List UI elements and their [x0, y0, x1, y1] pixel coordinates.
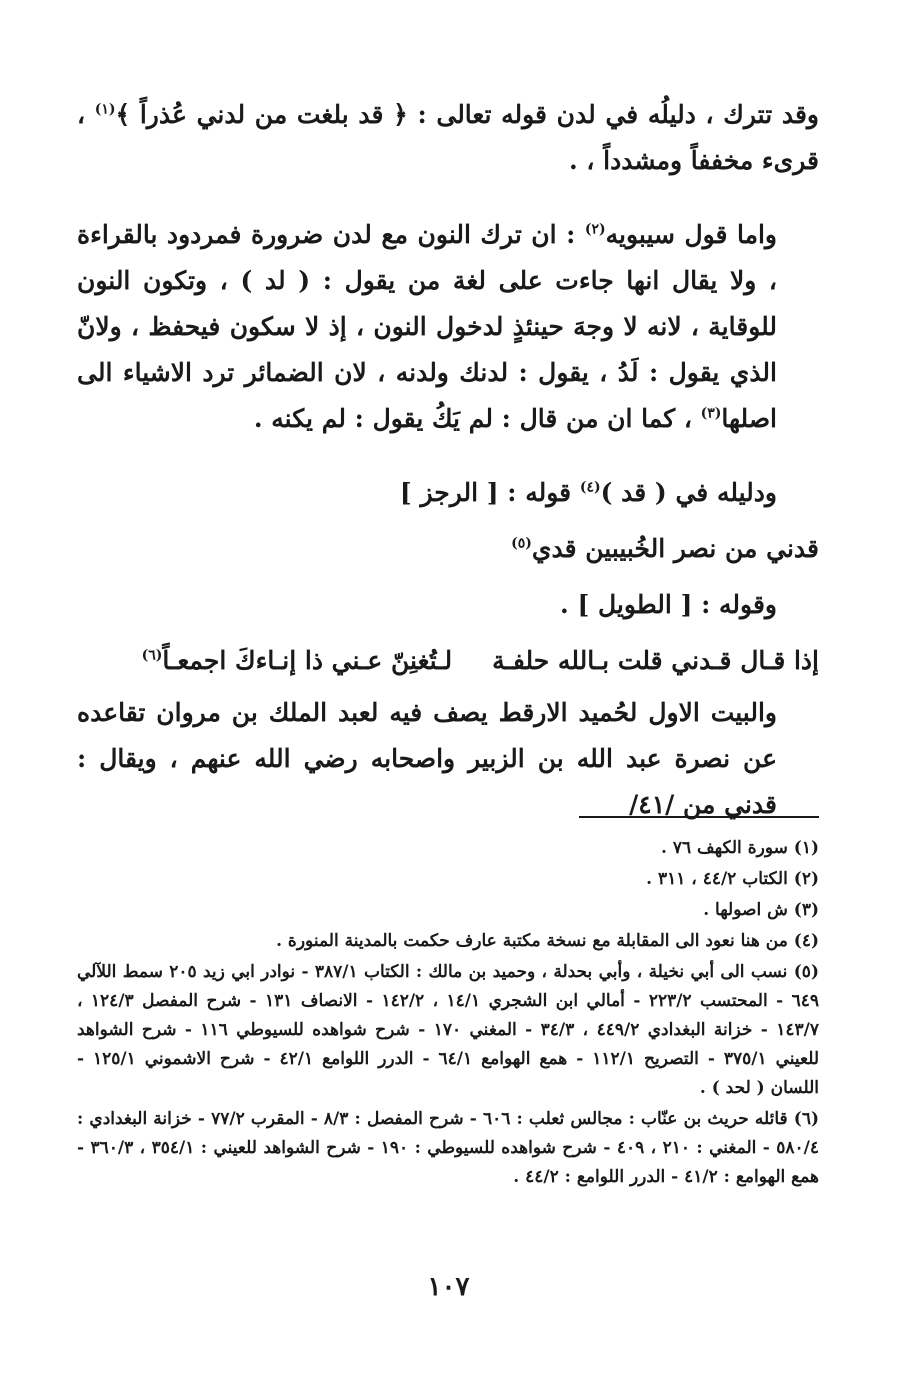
footnote-1: (١) سورة الكهف ٧٦ . — [661, 838, 819, 858]
verse-2-first-hemistich: إذا قـال قـدني قلت بـالله حلفـة — [492, 646, 819, 675]
verse-2-second-text: لـتُغنِنّ عـني ذا إنـاءكَ اجمعـاً — [162, 646, 453, 675]
paragraph-2-end: ، كما ان من قال : لم يَكُ يقول : لم يكنه . — [253, 404, 701, 433]
footnote-6: (٦) قائله حريث بن عنّاب : مجالس ثعلب : ٦٠٦ - شرح المفصل : ٨/٣ - المقرب ٧٧/٢ - خزانة البغدادي : ٥٨٠/٤ - المغني : ٢١٠ ، ٤٠٩ - شرح شواهده للسيوطي : ١٩٠ - شرح الشواهد للعيني : ٣٥٤/١ ، ٣٦٠/٣ - همع الهوامع : ٤١/٢ - الدرر اللوامع : ٤٤/٢ . — [77, 1109, 820, 1187]
verse-1 — [77, 526, 819, 572]
paragraph-2-mid: : ان ترك النون مع لدن ضرورة فمردود بالقراءة ، ولا يقال انها جاءت على لغة من يقول : ( لد ) ، وتكون النون للوقاية ، لانه لا وجهَ حينئذٍ لدخول النون ، إذ لا سكون فيحفظ ، ولانّ الذي يقول : لَدُ ، يقول : لدنك ولدنه ، لان الضمائر ترد الاشياء الى اصلها — [77, 220, 777, 433]
footnote-5: (٥) نسب الى أبي نخيلة ، وأبي بحدلة ، وحميد بن مالك : الكتاب ٣٨٧/١ - نوادر ابي زيد ٢٠٥ سمط اللآلي ٦٤٩ - المحتسب ٢٢٣/٢ - أمالي ابن الشجري ١٤/١ ، ١٤٢/٢ - الانصاف ١٣١ - شرح المفصل ١٢٤/٣ ، ١٤٣/٧ - خزانة البغدادي ٤٤٩/٢ ، ٣٤/٣ - المغني ١٧٠ - شرح شواهده للسيوطي ١١٦ - شرح الشواهد للعيني ٣٧٥/١ - التصريح ١١٢/١ - همع الهوامع ٦٤/١ - الدرر اللوامع ٤٢/١ - شرح الاشموني ١٢٥/١ - اللسان ( لحد ) . — [77, 962, 820, 1098]
footnote-ref-5: (٥) — [511, 535, 532, 552]
verse-2-second-hemistich — [142, 638, 452, 684]
footnote-ref-4: (٤) — [579, 479, 601, 496]
footnote-3: (٣) ش اصولها . — [703, 900, 819, 920]
page-number: ١٠٧ — [427, 1272, 470, 1302]
footnote-4: (٤) من هنا نعود الى المقابلة مع نسخة مكتبة عارف حكمت بالمدينة المنورة . — [276, 931, 819, 951]
paragraph-5: والبيت الاول لحُميد الارقط يصف فيه لعبد الملك بن مروان تقاعده عن نصرة عبد الله بن الزبير واصحابه رضي الله عنهم ، ويقال : قدني من /٤١/ — [77, 698, 777, 819]
footnotes — [77, 834, 819, 1194]
paragraph-4: وقوله : [ الطويل ] . — [560, 590, 777, 619]
footnote-divider — [579, 816, 819, 818]
footnote-ref-2: (٢) — [584, 221, 606, 238]
paragraph-1 — [77, 92, 819, 184]
paragraph-3-end: قوله : [ الرجز ] — [399, 478, 580, 507]
footnote-ref-3: (٣) — [700, 405, 722, 422]
verse-1-text: قدني من نصر الخُبيبين قدي — [531, 534, 819, 563]
footnote-2: (٢) الكتاب ٤٤/٢ ، ٣١١ . — [646, 869, 819, 889]
main-text — [77, 92, 819, 856]
paragraph-2 — [77, 212, 819, 442]
paragraph-1-text: وقد تترك ، دليلُه في لدن قوله تعالى : ﴿ قد بلغت من لدني عُذراً ﴾ — [115, 100, 819, 129]
paragraph-2-text: واما قول سيبويه — [605, 220, 777, 249]
verse-2 — [77, 638, 819, 684]
footnote-ref-1: (١) — [94, 101, 116, 118]
paragraph-3 — [77, 470, 819, 516]
paragraph-3-text: ودليله في ( قد ) — [600, 478, 777, 507]
paragraph-1-end: ، قرىء مخففاً ومشدداً ، . — [77, 100, 819, 175]
footnote-ref-6: (٦) — [141, 647, 163, 664]
